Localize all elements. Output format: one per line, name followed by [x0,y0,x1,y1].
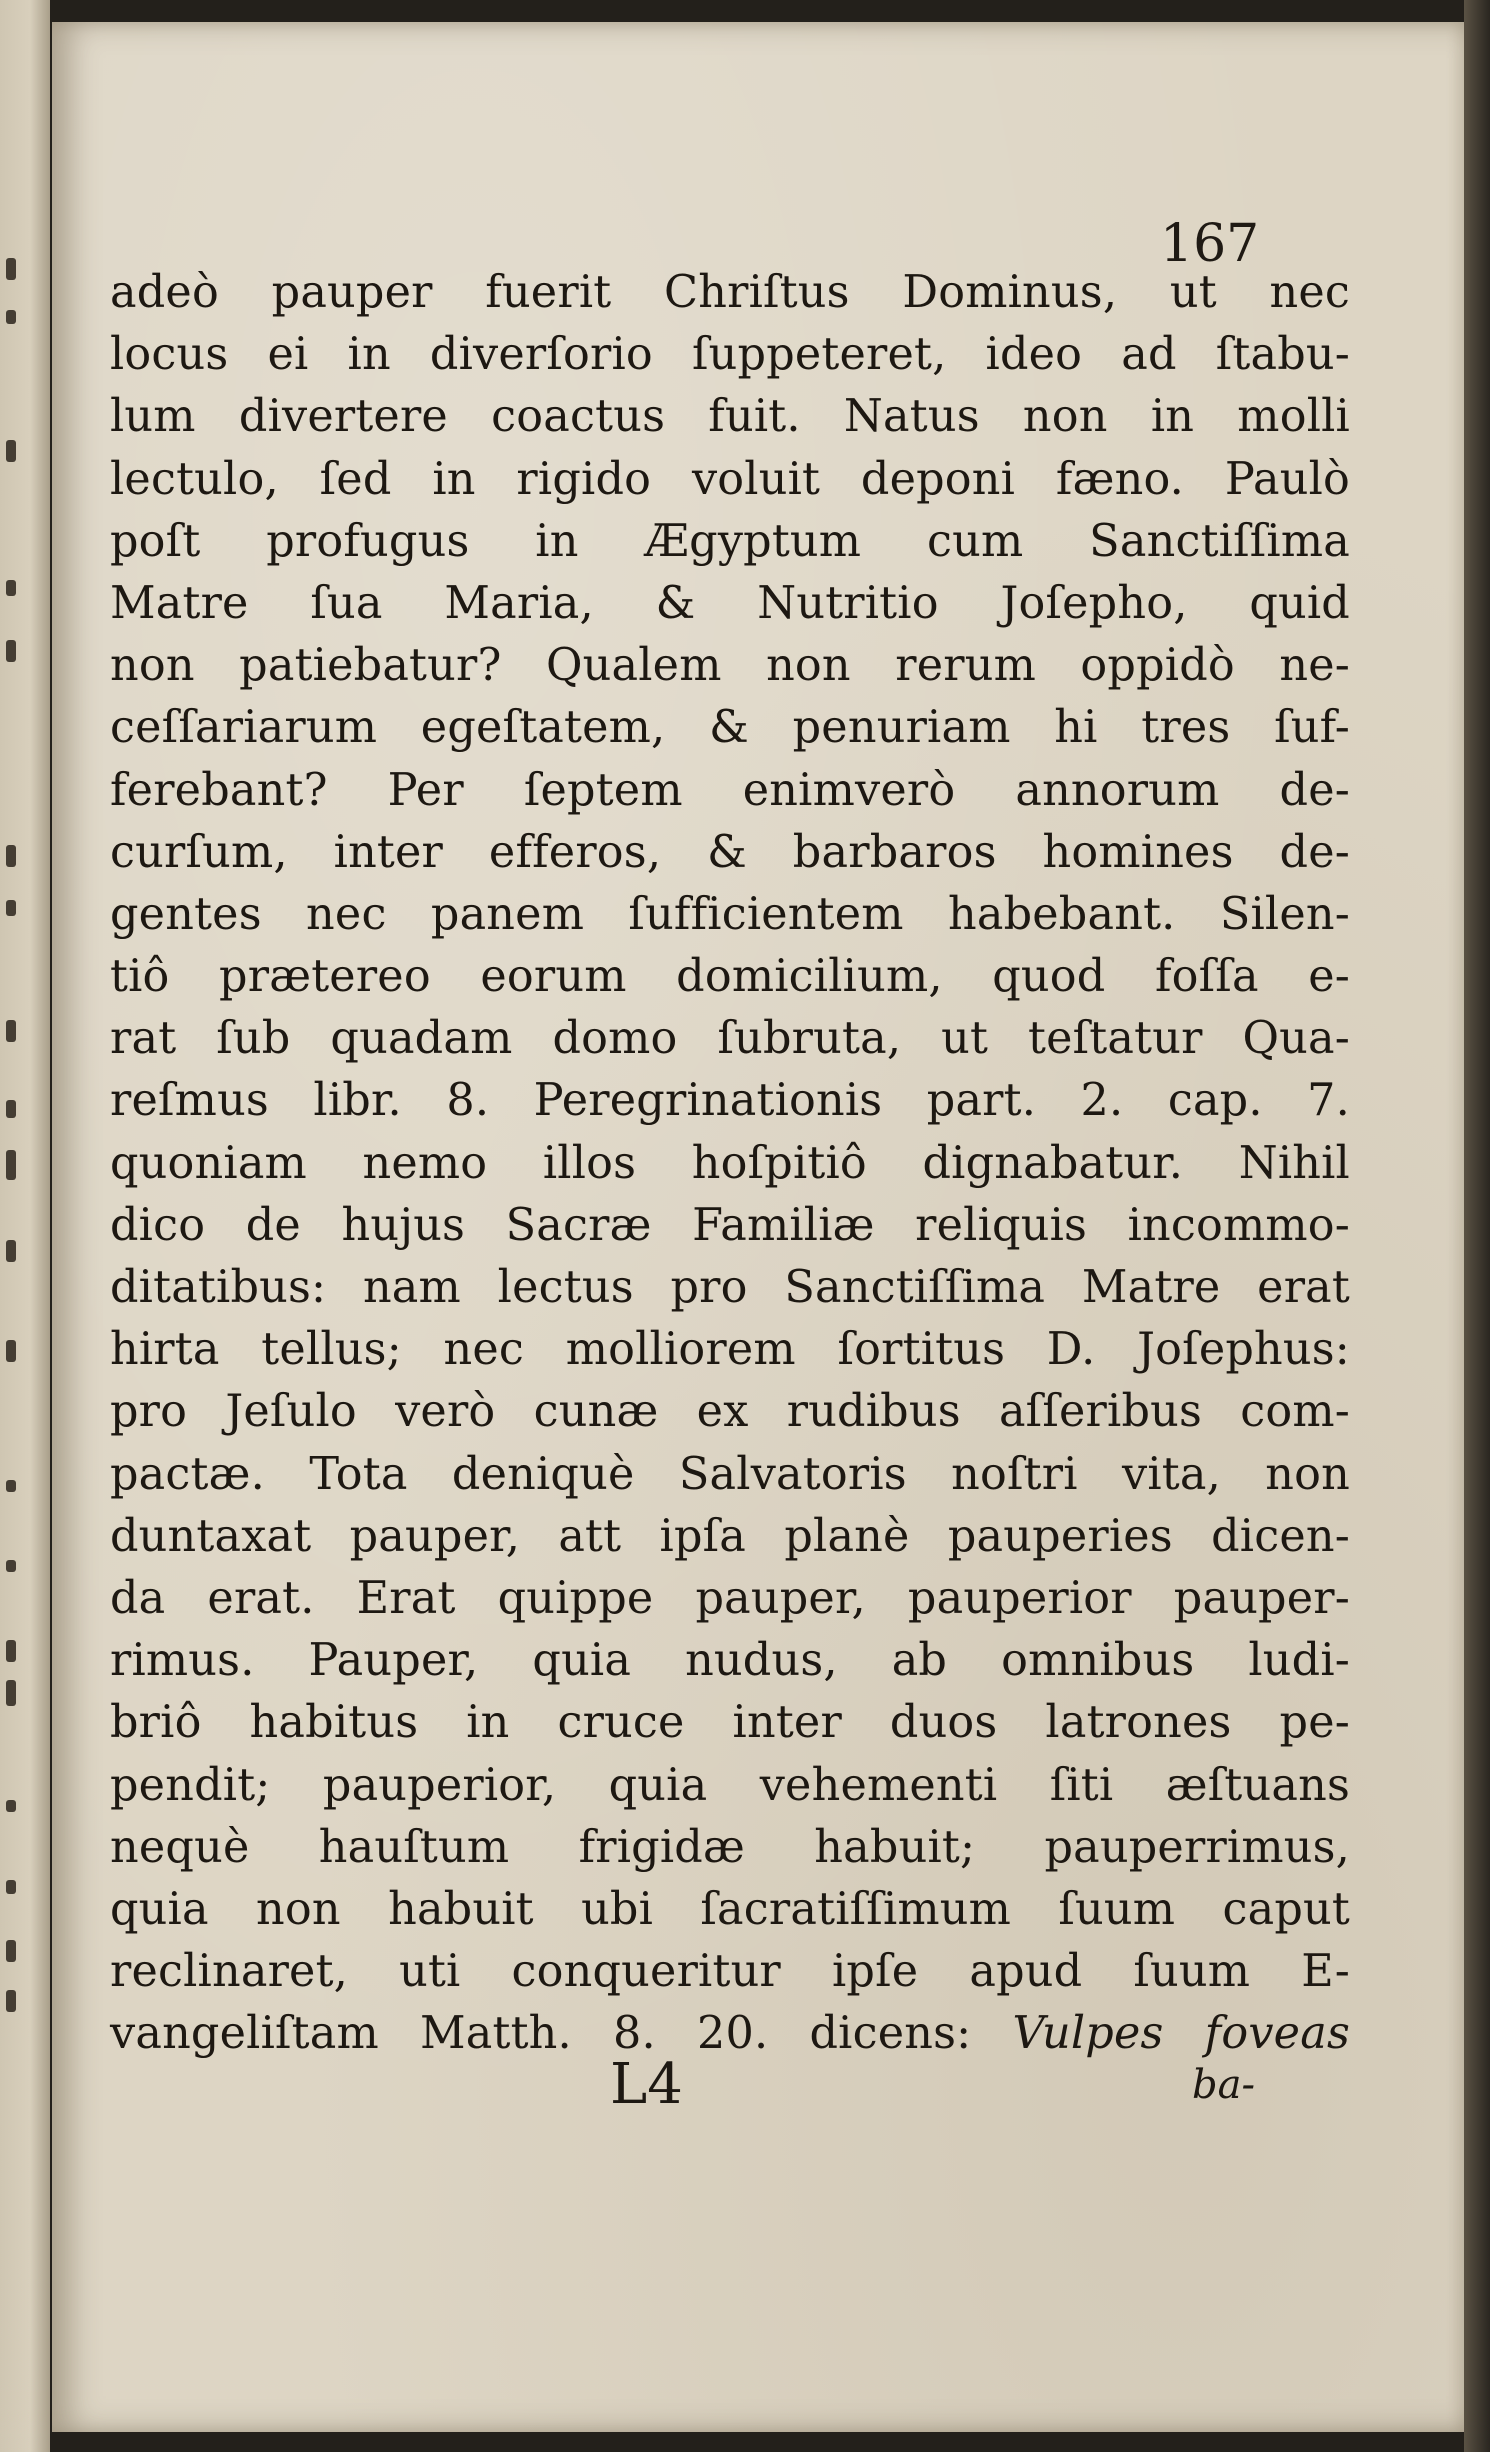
text-line: pro Jeſulo verò cunæ ex rudibus aſſeribus com- [110,1386,1350,1438]
text-line: locus ei in diverſorio ſuppeteret, ideo ad ſtabu- [110,329,1350,381]
bleed-through-mark [6,1680,16,1706]
text-line: ferebant? Per ſeptem enimverò annorum de- [110,764,1350,816]
body-text [110,262,1350,2065]
bleed-through-mark [6,1940,16,1962]
text-line: dico de hujus Sacræ Familiæ reliquis incommo- [110,1199,1350,1251]
text-line: reclinaret, uti conqueritur ipſe apud ſuum E- [110,1946,1350,1998]
text-line: Matre ſua Maria, & Nutritio Joſepho, quid [110,577,1350,629]
text-line: rimus. Pauper, quia nudus, ab omnibus ludi- [110,1635,1350,1687]
bleed-through-mark [6,900,16,916]
text-line: duntaxat pauper, att ipſa planè pauperies dicen- [110,1510,1350,1562]
text-line: curſum, inter efferos, & barbaros homines de- [110,826,1350,878]
text-line: ceſſariarum egeſtatem, & penuriam hi tres ſuf- [110,702,1350,754]
bleed-through-mark [6,258,16,280]
text-line: reſmus libr. 8. Peregrinationis part. 2. cap. 7. [110,1075,1350,1127]
text-line: adeò pauper fuerit Chriſtus Dominus, ut nec [110,267,1350,318]
bleed-through-mark [6,1480,16,1492]
bleed-through-mark [6,640,16,662]
bleed-through-mark [6,1640,16,1662]
text-line: quia non habuit ubi ſacratiſſimum ſuum caput [110,1883,1350,1935]
catchword: ba- [1192,2062,1255,2108]
text-line: pendit; pauperior, quia vehementi ſiti æſtuans [110,1759,1350,1811]
text-line: briô habitus in cruce inter duos latrones pe- [110,1697,1350,1749]
bleed-through-mark [6,1020,16,1042]
text-line: nequè hauſtum frigidæ habuit; pauperrimus, [110,1821,1350,1873]
scan-edge [1464,0,1490,2452]
bleed-through-mark [6,1240,16,1262]
bleed-through-mark [6,1150,16,1180]
text-line: lectulo, ſed in rigido voluit deponi fæno. Paulò [110,453,1350,505]
text-line: pactæ. Tota deniquè Salvatoris noſtri vita, non [110,1448,1350,1500]
text-line: ditatibus: nam lectus pro Sanctiſſima Matre erat [110,1262,1350,1313]
text-line: gentes nec panem ſufficientem habebant. Silen- [110,888,1350,940]
text-line: da erat. Erat quippe pauper, pauperior pauper- [110,1572,1350,1624]
text-line: poſt profugus in Ægyptum cum Sanctiſſima [110,515,1350,567]
bleed-through-mark [6,440,16,462]
page-footer [52,2052,1464,2132]
bleed-through-mark [6,1560,16,1572]
bleed-through-mark [6,1340,16,1362]
signature-mark: L4 [610,2052,683,2117]
text-line: lum divertere coactus fuit. Natus non in molli [110,391,1350,443]
page-number: 167 [1160,214,1260,274]
bleed-through-mark [6,845,16,867]
bleed-through-mark [6,1800,16,1812]
text-line: non patiebatur? Qualem non rerum oppidò ne- [110,640,1350,692]
page-gutter [0,0,50,2452]
text-line: tiô prætereo eorum domicilium, quod foſſa e- [110,951,1350,1003]
bleed-through-mark [6,1100,16,1118]
bleed-through-mark [6,310,16,324]
text-line: rat ſub quadam domo ſubruta, ut teſtatur Qua- [110,1013,1350,1065]
bleed-through-mark [6,580,16,596]
text-line: quoniam nemo illos hoſpitiô dignabatur. Nihil [110,1137,1350,1189]
bleed-through-mark [6,1880,16,1894]
last-line-italic: Vulpes foveas [1012,2008,1350,2060]
text-line: hirta tellus; nec molliorem ſortitus D. Joſephus: [110,1324,1350,1376]
bleed-through-mark [6,1990,16,2012]
last-line-roman: vangeliſtam Matth. 8. 20. dicens: [110,2008,972,2060]
book-page [52,22,1464,2432]
